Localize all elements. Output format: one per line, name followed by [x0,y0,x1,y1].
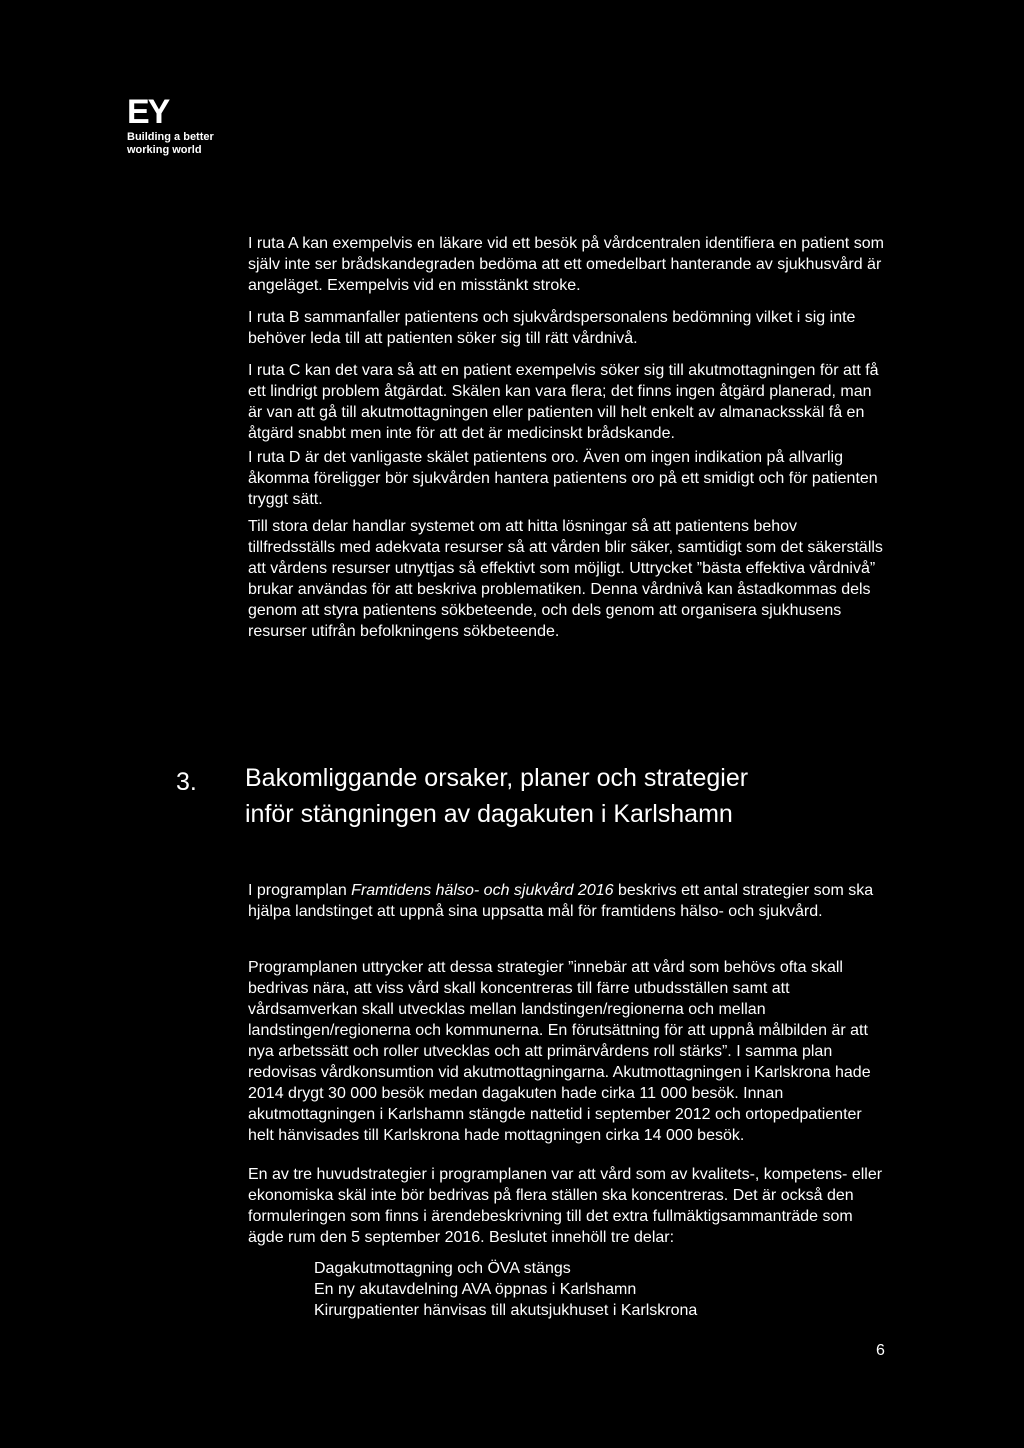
section-number: 3. [176,768,197,796]
paragraph-system [248,516,888,642]
paragraph-text: Till stora delar handlar systemet om att hitta lösningar så att patientens behov tillfredsställs med adekvata resurser så att vården blir säker, samtidigt som det säkerställs att vårdens resurser utnyttjas så effektivt som möjligt. Uttrycket ”bästa effektiva vårdnivå” brukar användas för att beskriva problematiken. Denna vårdnivå kan åstadkommas dels genom att styra patientens sökbeteende, och dels genom att organisera sjukhusens resurser utifrån befolkningens sökbeteende. [248,518,883,640]
logo-tagline-line-1: Building a better [127,131,214,143]
paragraph-ruta-d [248,447,888,510]
paragraph-text: Programplanen uttrycker att dessa strategier ”innebär att vård som behövs ofta skall bedrivas nära, att viss vård skall koncentreras till färre utbudsställen samt att vårdsamverkan skall utvecklas mellan landstingen/regionerna och mellan landstingen/regionerna och kommunerna. En förutsättning för att uppnå målbilden är att nya arbetssätt och roller utvecklas och att primärvårdens roll stärks”. I samma plan redovisas vårdkonsumtion vid akutmottagningarna. Akutmottagningen i Karlskrona hade 2014 drygt 30 000 besök medan dagakuten hade cirka 11 000 besök. Innan akutmottagningen i Karlshamn stängde nattetid i september 2012 och ortopedpatienter helt hänvisades till Karlskrona hade mottagningen cirka 14 000 besök. [248,959,871,1144]
logo-mark: EY [127,93,169,131]
paragraph-ruta-a [248,233,888,296]
decision-list-item: En ny akutavdelning AVA öppnas i Karlshamn [314,1281,637,1298]
decision-list-item: Dagakutmottagning och ÖVA stängs [314,1260,571,1277]
paragraph-text [248,880,888,922]
decision-list [314,1258,697,1321]
ey-logo [127,95,214,157]
programplan-title: Framtidens hälso- och sjukvård 2016 [351,882,614,899]
paragraph-text: En av tre huvudstrategier i programplanen var att vård som av kvalitets-, kompetens- eller ekonomiska skäl inte bör bedrivas på flera ställen ska koncentreras. Det är också den formuleringen som finns i ärendebeskrivning till det extra fullmäktigsammanträde som ägde rum den 5 september 2016. Beslutet innehöll tre delar: [248,1166,883,1246]
paragraph-programplan [248,880,888,922]
paragraph-text: I ruta A kan exempelvis en läkare vid ett besök på vårdcentralen identifiera en patient som själv inte ser brådskandegraden bedöma att ett omedelbart hanterande av sjukhusvård är angeläget. Exempelvis vid en misstänkt stroke. [248,235,884,294]
paragraph-ruta-b [248,307,888,349]
section-title-line-2: inför stängningen av dagakuten i Karlshamn [245,800,733,828]
section-title-line-1: Bakomliggande orsaker, planer och strategier [245,764,749,792]
paragraph-text: I ruta D är det vanligaste skälet patientens oro. Även om ingen indikation på allvarlig åkomma föreligger bör sjukvården hantera patientens oro på ett smidigt och för patienten tryggt sätt. [248,449,878,508]
paragraph-programplanen-quote [248,957,888,1146]
paragraph-ruta-c [248,360,888,444]
paragraph-text: I ruta C kan det vara så att en patient exempelvis söker sig till akutmottagningen för att få ett lindrigt problem åtgärdat. Skälen kan vara flera; det finns ingen åtgärd planerad, man är van att gå till akutmottagningen eller patienten vill helt enkelt av almanacksskäl få en åtgärd snabbt men inte för att det är medicinskt brådskande. [248,362,879,442]
section-title [245,760,885,832]
text-run: I programplan [248,882,352,899]
paragraph-huvudstrategier [248,1164,888,1248]
logo-tagline-line-2: working world [127,144,202,156]
page-number: 6 [876,1342,885,1359]
decision-list-item: Kirurgpatienter hänvisas till akutsjukhuset i Karlskrona [314,1302,698,1319]
paragraph-text: I ruta B sammanfaller patientens och sjukvårdspersonalens bedömning vilket i sig inte behöver leda till att patienten söker sig till rätt vårdnivå. [248,309,856,347]
text-run: beskrivs ett antal strategier som ska hjälpa landstinget att uppnå sina uppsatta mål för framtidens hälso- och sjukvård. [248,882,874,920]
